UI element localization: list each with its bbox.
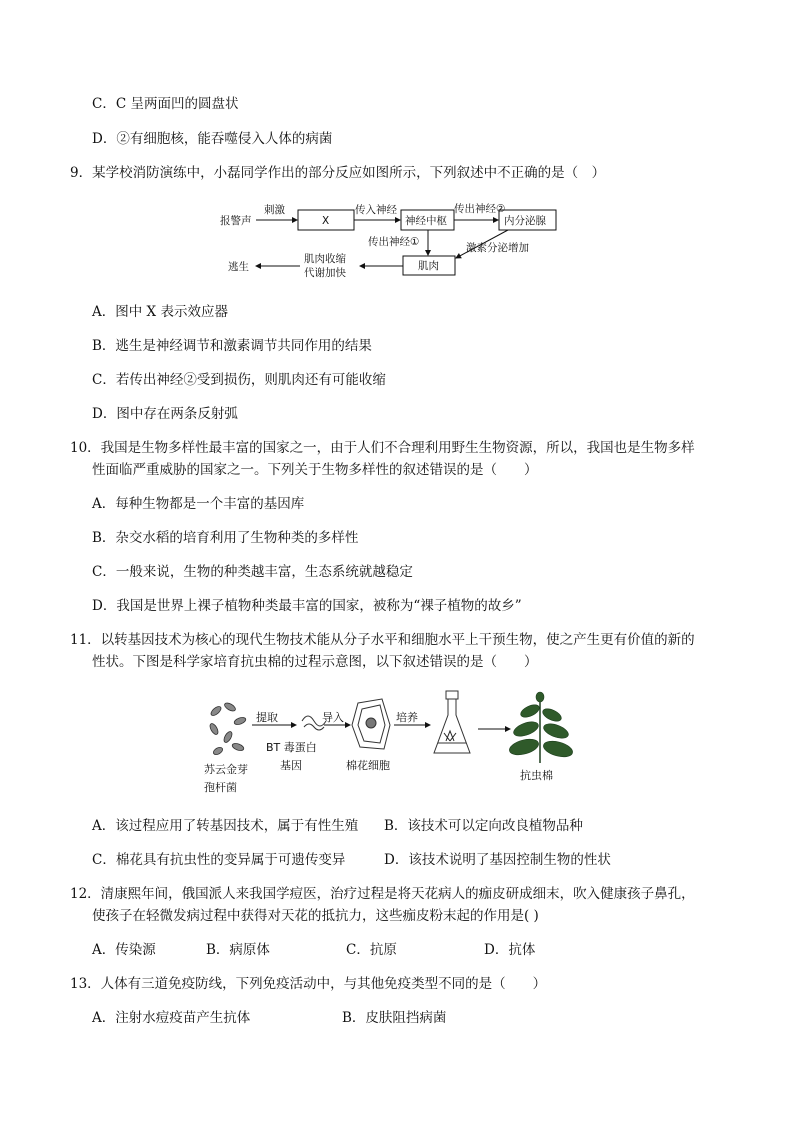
q10-option-a: A．每种生物都是一个丰富的基因库: [92, 496, 305, 512]
q10-stem-1: 10．我国是生物多样性最丰富的国家之一，由于人们不合理利用野生生物资源，所以，我国也是生物多样: [70, 440, 695, 456]
q11-option-a: A．该过程应用了转基因技术，属于有性生殖: [92, 818, 359, 834]
q10-option-b: B．杂交水稻的培育利用了生物种类的多样性: [92, 530, 359, 546]
q11-option-c: C．棉花具有抗虫性的变异属于可遗传变异: [92, 852, 346, 868]
bt-label-1: BT 毒蛋白: [266, 741, 317, 754]
x-box-label: X: [322, 215, 330, 227]
q12-option-a: A．传染源: [92, 942, 156, 958]
q9-option-c: C．若传出神经②受到损伤，则肌肉还有可能收缩: [92, 372, 386, 388]
q12-stem-1: 12．清康熙年间，俄国派人来我国学痘医，治疗过程是将天花病人的痂皮研成细末，吹入健康孩子鼻孔，: [70, 886, 695, 902]
hormone-label: 激素分泌增加: [466, 242, 529, 254]
contract-label-1: 肌肉收缩: [304, 253, 346, 265]
extract-label: 提取: [256, 711, 278, 724]
q12-option-c: C．抗原: [346, 942, 397, 958]
q11-option-d: D．该技术说明了基因控制生物的性状: [384, 852, 611, 868]
q13-option-a: A．注射水痘疫苗产生抗体: [92, 1010, 251, 1026]
q9-option-d: D．图中存在两条反射弧: [92, 406, 238, 422]
cotton-plant-icon: [508, 692, 575, 763]
bacteria-icon: [208, 701, 246, 756]
q8-option-c: C．C 呈两面凹的圆盘状: [92, 96, 239, 112]
q10-option-d: D．我国是世界上裸子植物种类最丰富的国家，被称为“裸子植物的故乡”: [92, 598, 522, 614]
gland-label: 内分泌腺: [504, 215, 546, 227]
q13-stem: 13．人体有三道免疫防线，下列免疫活动中，与其他免疫类型不同的是（ ）: [70, 976, 547, 992]
cotton-cell-icon: [352, 699, 390, 749]
escape-label: 逃生: [228, 261, 249, 273]
efferent1-label: 传出神经①: [368, 236, 420, 248]
contract-label-2: 代谢加快: [304, 267, 346, 279]
q12-stem-2: 使孩子在轻微发病过程中获得对天花的抵抗力，这些痂皮粉末起的作用是( ): [92, 908, 539, 924]
stimulate-label: 刺激: [264, 204, 285, 216]
bt-label-2: 基因: [280, 759, 302, 772]
q13-option-b: B．皮肤阻挡病菌: [342, 1010, 447, 1026]
culture-label: 培养: [396, 711, 418, 724]
alarm-label: 报警声: [220, 215, 252, 227]
bacteria-label-1: 苏云金芽: [204, 763, 248, 776]
afferent-label: 传入神经: [355, 204, 397, 216]
q11-stem-2: 性状。下图是科学家培育抗虫棉的过程示意图，以下叙述错误的是（ ）: [92, 654, 538, 670]
import-label: 导入: [322, 711, 344, 724]
efferent2-label: 传出神经②: [454, 203, 506, 215]
q10-option-c: C．一般来说，生物的种类越丰富，生态系统就越稳定: [92, 564, 413, 580]
reflex-diagram: [218, 198, 563, 284]
cotton-cell-label: 棉花细胞: [346, 759, 390, 772]
q9-option-a: A．图中 X 表示效应器: [92, 304, 228, 320]
center-label: 神经中枢: [405, 215, 447, 227]
bacteria-label-2: 孢杆菌: [204, 781, 237, 794]
q9-stem: 9．某学校消防演练中，小磊同学作出的部分反应如图所示，下列叙述中不正确的是（ ）: [70, 165, 606, 181]
q11-stem-1: 11．以转基因技术为核心的现代生物技术能从分子水平和细胞水平上干预生物，使之产生更有价值的新的: [70, 632, 695, 648]
cotton-label: 抗虫棉: [520, 769, 553, 782]
culture-flask-icon: [434, 691, 470, 753]
transgenic-cotton-diagram: [200, 685, 580, 797]
q11-option-b: B．该技术可以定向改良植物品种: [384, 818, 583, 834]
muscle-label: 肌肉: [418, 260, 439, 272]
q12-option-d: D．抗体: [484, 942, 536, 958]
q12-option-b: B．病原体: [206, 942, 270, 958]
q9-option-b: B．逃生是神经调节和激素调节共同作用的结果: [92, 338, 372, 354]
q10-stem-2: 性面临严重威胁的国家之一。下列关于生物多样性的叙述错误的是（ ）: [92, 462, 538, 478]
q8-option-d: D．②有细胞核，能吞噬侵入人体的病菌: [92, 131, 333, 147]
